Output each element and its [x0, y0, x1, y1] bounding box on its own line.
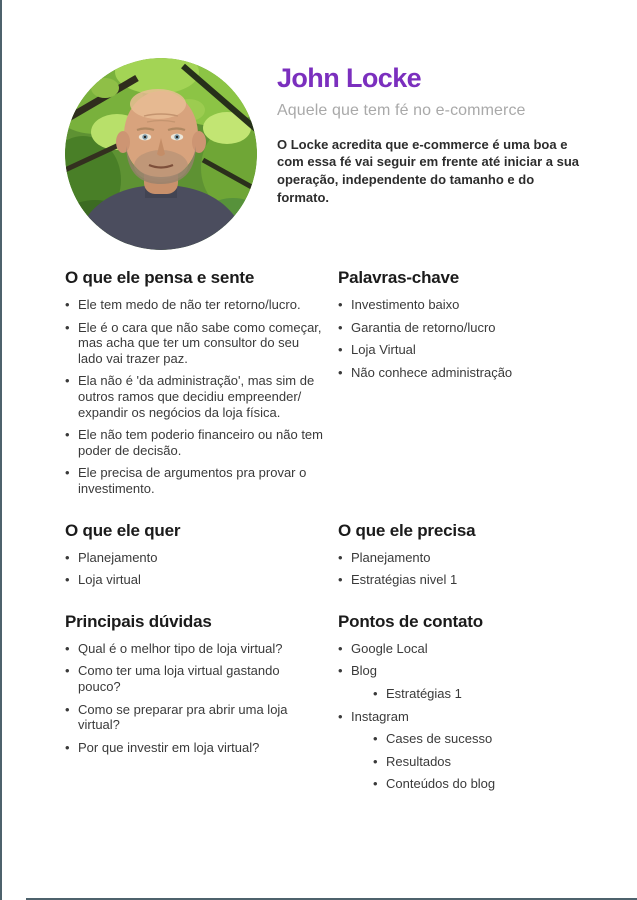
list-item-label: Não conhece administração [351, 364, 513, 380]
persona-header [65, 58, 589, 250]
sections-grid [65, 268, 585, 799]
list-item [338, 572, 571, 588]
list-item-label: Cases de sucesso [386, 731, 493, 747]
list-item [338, 663, 571, 701]
list-item [65, 740, 324, 756]
section-o-que-ele-quer [65, 521, 338, 595]
list-item [338, 342, 571, 358]
persona-header-text [277, 64, 589, 207]
list-item [338, 550, 571, 566]
list-item [373, 731, 571, 747]
list-item [338, 320, 571, 336]
list-item-label: Como ter uma loja virtual gastando pouco? [78, 663, 280, 694]
list-item-label: Conteúdos do blog [386, 776, 496, 792]
list-item [373, 754, 571, 770]
bullet-list [373, 731, 571, 792]
list-item-label: Planejamento [351, 549, 431, 565]
bullet-list [65, 550, 324, 588]
avatar [65, 58, 257, 250]
list-item-label: Planejamento [78, 549, 158, 565]
section-title: O que ele quer [65, 520, 181, 540]
list-item [65, 550, 324, 566]
list-item [65, 663, 324, 694]
bullet-list [338, 297, 571, 380]
list-item-label: Estratégias 1 [386, 685, 462, 701]
section-title: Palavras-chave [338, 268, 460, 287]
persona-tagline: Aquele que tem fé no e-commerce [277, 101, 526, 119]
bullet-list [338, 641, 571, 792]
list-item [338, 641, 571, 657]
list-item [373, 686, 571, 702]
section-palavras-chave [338, 268, 585, 387]
bullet-list [338, 550, 571, 588]
canvas-edge-left [0, 0, 2, 900]
section-pensa-e-sente [65, 268, 338, 504]
section-pontos-de-contato [338, 612, 585, 799]
list-item-label: Por que investir em loja virtual? [78, 739, 260, 755]
section-title: O que ele pensa e sente [65, 268, 255, 287]
avatar-illustration [65, 58, 257, 250]
bullet-list [65, 641, 324, 756]
list-item-label: Google Local [351, 640, 428, 656]
list-item-label: Instagram [351, 708, 409, 724]
persona-description: O Locke acredita que e-commerce é uma boa e com essa fé vai seguir em frente até iniciar a sua operação, independente do tamanho e do formato. [277, 136, 580, 206]
list-item [65, 572, 324, 588]
bullet-list [373, 686, 571, 702]
list-item-label: Qual é o melhor tipo de loja virtual? [78, 640, 283, 656]
list-item-label: Estratégias nivel 1 [351, 572, 458, 588]
list-item [65, 702, 324, 733]
list-item [65, 297, 324, 313]
list-item [65, 427, 324, 458]
section-title: O que ele precisa [338, 520, 476, 540]
list-item-label: Investimento baixo [351, 297, 460, 312]
list-item [65, 320, 324, 367]
persona-name: John Locke [277, 63, 422, 93]
list-item [65, 641, 324, 657]
list-item-label: Ele é o cara que não sabe como começar, mas acha que ter um consultor do seu lado vai trazer paz. [78, 319, 322, 366]
list-item-label: Ela não é 'da administração', mas sim de outros ramos que decidiu empreender/ expandir os negócios da loja física. [78, 373, 315, 420]
list-item-label: Como se preparar pra abrir uma loja virtual? [78, 701, 288, 733]
list-item [373, 776, 571, 792]
list-item-label: Resultados [386, 753, 452, 769]
list-item-label: Blog [351, 663, 378, 679]
section-title: Principais dúvidas [65, 611, 212, 631]
section-title: Pontos de contato [338, 611, 483, 631]
section-o-que-ele-precisa [338, 521, 585, 595]
list-item-label: Loja virtual [78, 572, 141, 588]
list-item-label: Ele tem medo de não ter retorno/lucro. [78, 297, 301, 312]
list-item [338, 709, 571, 792]
list-item-label: Ele não tem poderio financeiro ou não tem poder de decisão. [78, 427, 323, 458]
list-item-label: Loja Virtual [351, 342, 416, 358]
section-principais-duvidas [65, 612, 338, 763]
list-item-label: Garantia de retorno/lucro [351, 319, 496, 335]
list-item-label: Ele precisa de argumentos pra provar o investimento. [78, 465, 307, 496]
list-item [65, 373, 324, 420]
list-item [338, 297, 571, 313]
bullet-list [65, 297, 324, 497]
list-item [338, 365, 571, 381]
list-item [65, 465, 324, 496]
